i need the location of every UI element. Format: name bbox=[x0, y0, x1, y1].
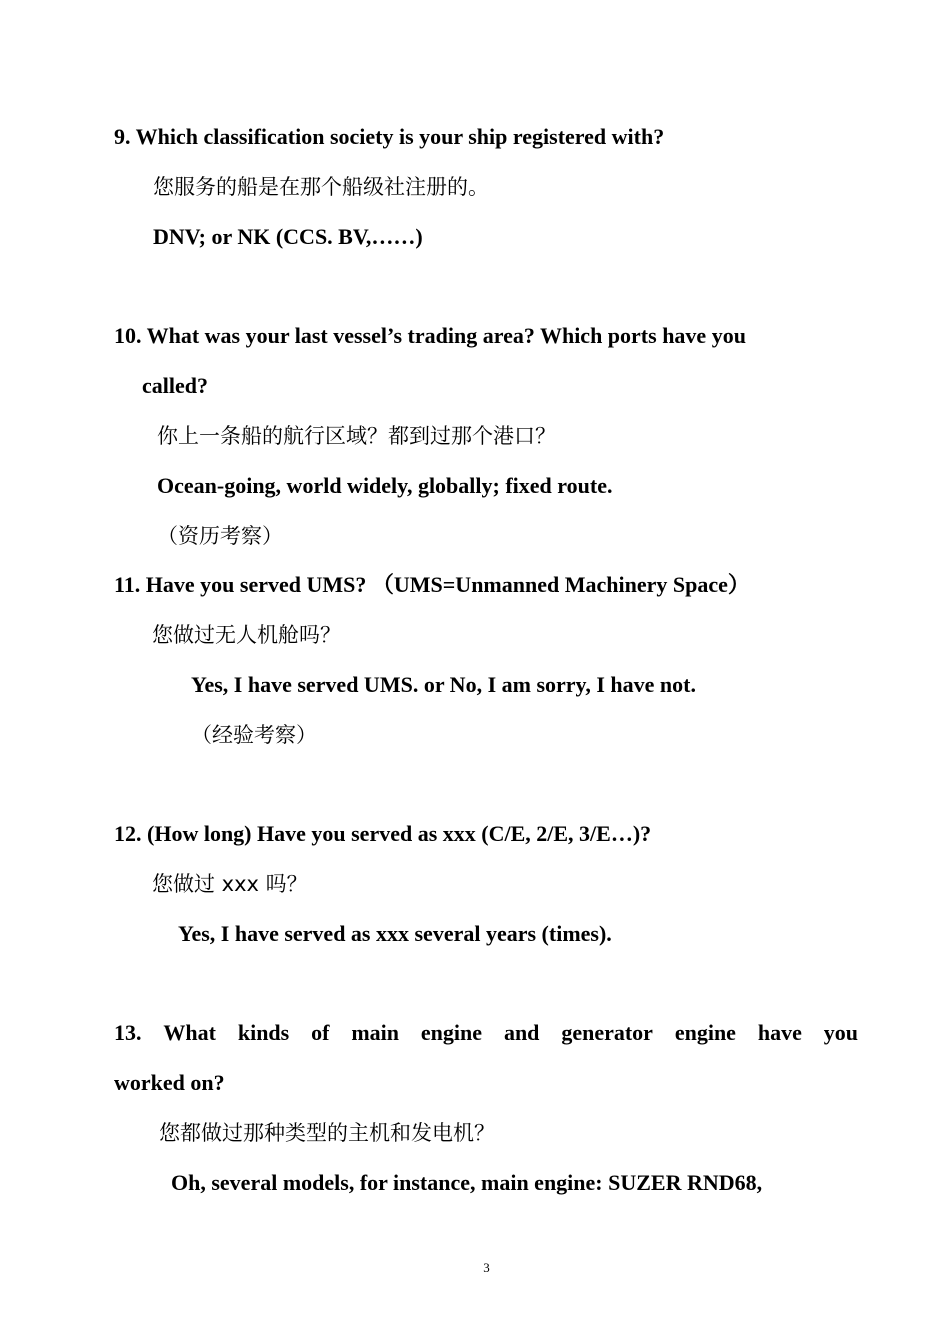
q13-word: 13. bbox=[114, 1020, 142, 1045]
q13-word: engine bbox=[674, 1020, 736, 1045]
q10-question-line2: called? bbox=[142, 373, 208, 398]
q13-word: main bbox=[351, 1020, 400, 1045]
q9-translation: 您服务的船是在那个船级社注册的。 bbox=[153, 175, 489, 199]
q12-question: 12. (How long) Have you served as xxx (C/E, 2/E, 3/E…)? bbox=[114, 821, 652, 846]
q13-translation: 您都做过那种类型的主机和发电机？ bbox=[159, 1121, 495, 1145]
q13-word: you bbox=[823, 1020, 858, 1045]
q13-question-line1 bbox=[114, 1018, 858, 1048]
q13-question-line2: worked on? bbox=[114, 1070, 225, 1095]
q12-answer: Yes, I have served as xxx several years (times). bbox=[178, 921, 612, 946]
q11-note: （经验考察） bbox=[191, 723, 317, 747]
q11-question: 11. Have you served UMS? （UMS=Unmanned Machinery Space） bbox=[114, 572, 750, 597]
q13-word: and bbox=[503, 1020, 540, 1045]
q10-note: （资历考察） bbox=[157, 524, 283, 548]
q13-answer: Oh, several models, for instance, main engine: SUZER RND68, bbox=[171, 1170, 763, 1195]
q10-translation: 你上一条船的航行区域？都到过那个港口？ bbox=[157, 424, 556, 448]
q12-translation: 您做过 xxx 吗？ bbox=[152, 872, 308, 896]
q11-translation: 您做过无人机舱吗？ bbox=[152, 623, 341, 647]
q13-word: What bbox=[163, 1020, 216, 1045]
page-number: 3 bbox=[483, 1260, 490, 1275]
q13-word: engine bbox=[420, 1020, 483, 1045]
q10-answer: Ocean-going, world widely, globally; fixed route. bbox=[157, 473, 613, 498]
q13-word: kinds bbox=[237, 1020, 290, 1045]
q13-word: generator bbox=[561, 1020, 653, 1045]
q9-answer: DNV; or NK (CCS. BV,……) bbox=[153, 224, 423, 249]
q13-word: of bbox=[311, 1020, 330, 1045]
q9-question: 9. Which classification society is your ship registered with? bbox=[114, 124, 665, 149]
q13-word: have bbox=[757, 1020, 802, 1045]
q11-answer: Yes, I have served UMS. or No, I am sorry, I have not. bbox=[191, 672, 696, 697]
q10-question-line1: 10. What was your last vessel’s trading area? Which ports have you bbox=[114, 323, 746, 348]
